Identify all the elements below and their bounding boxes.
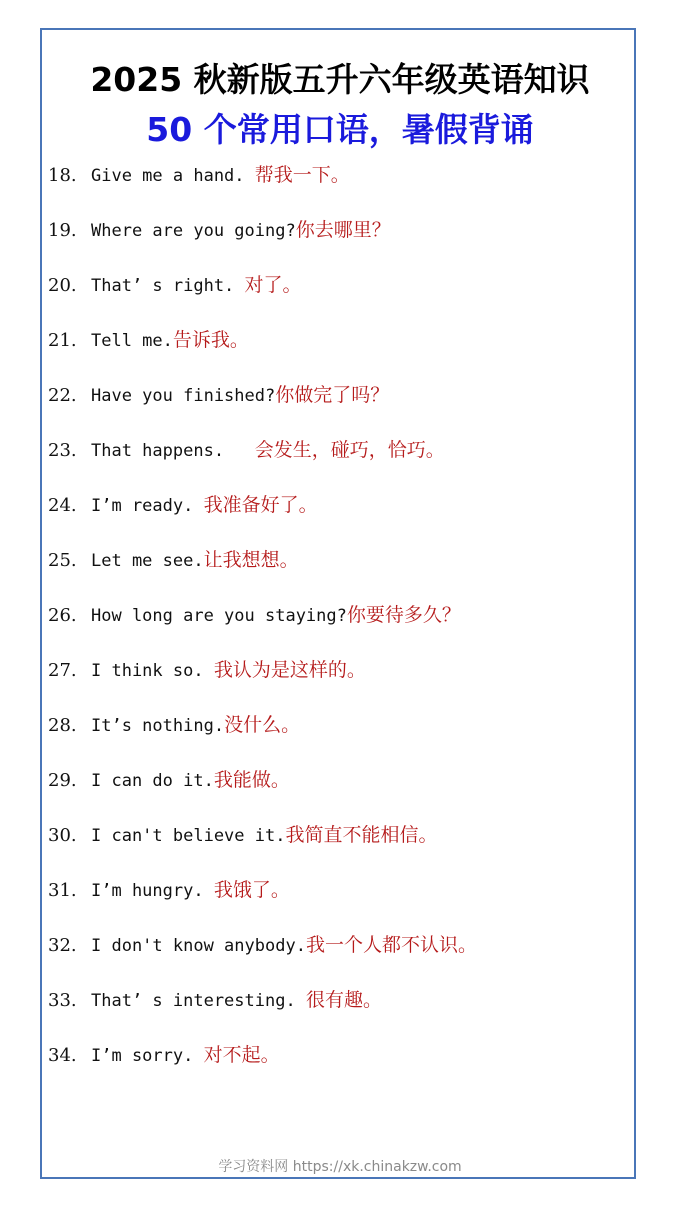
entry-english: That’ s right. — [91, 276, 245, 296]
entry-number: 22. — [48, 385, 77, 406]
entry-chinese: 我简直不能相信。 — [285, 824, 438, 846]
entry-number: 24. — [48, 495, 77, 516]
list-item — [48, 925, 628, 980]
entry-number: 23. — [48, 440, 77, 461]
entry-number: 29. — [48, 770, 77, 791]
entry-chinese: 会发生，碰巧，恰巧。 — [254, 439, 445, 461]
list-item — [48, 650, 628, 705]
entry-english: I can't believe it. — [91, 826, 286, 846]
entry-chinese: 对了。 — [244, 274, 302, 296]
entry-english: Give me a hand. — [91, 166, 255, 186]
list-item — [48, 870, 628, 925]
entry-english: Tell me. — [91, 331, 173, 351]
entry-english: That happens. — [91, 441, 255, 461]
list-item — [48, 595, 628, 650]
entry-english: I’m ready. — [91, 496, 204, 516]
list-item — [48, 1035, 628, 1090]
list-item — [48, 375, 628, 430]
entry-number: 19. — [48, 220, 77, 241]
entry-number: 26. — [48, 605, 77, 626]
entry-english: I think so. — [91, 661, 214, 681]
list-item — [48, 210, 628, 265]
entry-number: 30. — [48, 825, 77, 846]
entry-chinese: 帮我一下。 — [254, 164, 350, 186]
list-item — [48, 430, 628, 485]
entry-chinese: 你做完了吗？ — [275, 384, 390, 406]
entry-english: I’m sorry. — [91, 1046, 204, 1066]
entry-chinese: 没什么。 — [224, 714, 301, 736]
entry-english: I can do it. — [91, 771, 214, 791]
list-item — [48, 265, 628, 320]
page-title: 2025 秋新版五升六年级英语知识 — [90, 60, 590, 99]
entry-english: I’m hungry. — [91, 881, 214, 901]
phrase-list — [48, 155, 628, 1090]
entry-chinese: 我一个人都不认识。 — [305, 934, 477, 956]
entry-number: 33. — [48, 990, 77, 1011]
entry-number: 25. — [48, 550, 77, 571]
entry-english: It’s nothing. — [91, 716, 225, 736]
list-item — [48, 320, 628, 375]
list-item — [48, 980, 628, 1035]
entry-english: How long are you staying? — [91, 606, 347, 626]
entry-english: That’ s interesting. — [91, 991, 306, 1011]
entry-number: 32. — [48, 935, 77, 956]
entry-number: 21. — [48, 330, 77, 351]
entry-english: Let me see. — [91, 551, 204, 571]
list-item — [48, 815, 628, 870]
list-item — [48, 760, 628, 815]
entry-chinese: 告诉我。 — [172, 329, 249, 351]
list-item — [48, 540, 628, 595]
entry-number: 18. — [48, 165, 77, 186]
entry-chinese: 我准备好了。 — [203, 494, 318, 516]
list-item — [48, 705, 628, 760]
entry-number: 31. — [48, 880, 77, 901]
entry-chinese: 你要待多久？ — [346, 604, 461, 626]
list-item — [48, 155, 628, 210]
entry-chinese: 让我想想。 — [203, 549, 299, 571]
footer-watermark: 学习资料网 https://xk.chinakzw.com — [218, 1159, 462, 1175]
entry-chinese: 我能做。 — [213, 769, 290, 791]
entry-chinese: 我饿了。 — [213, 879, 290, 901]
entry-chinese: 很有趣。 — [305, 989, 382, 1011]
page-subtitle: 50 个常用口语，暑假背诵 — [146, 110, 534, 149]
entry-number: 28. — [48, 715, 77, 736]
list-item — [48, 485, 628, 540]
entry-english: I don't know anybody. — [91, 936, 306, 956]
entry-number: 34. — [48, 1045, 77, 1066]
entry-chinese: 对不起。 — [203, 1044, 280, 1066]
entry-english: Have you finished? — [91, 386, 276, 406]
entry-number: 20. — [48, 275, 77, 296]
entry-english: Where are you going? — [91, 221, 296, 241]
entry-chinese: 我认为是这样的。 — [213, 659, 366, 681]
entry-chinese: 你去哪里？ — [295, 219, 391, 241]
entry-number: 27. — [48, 660, 77, 681]
